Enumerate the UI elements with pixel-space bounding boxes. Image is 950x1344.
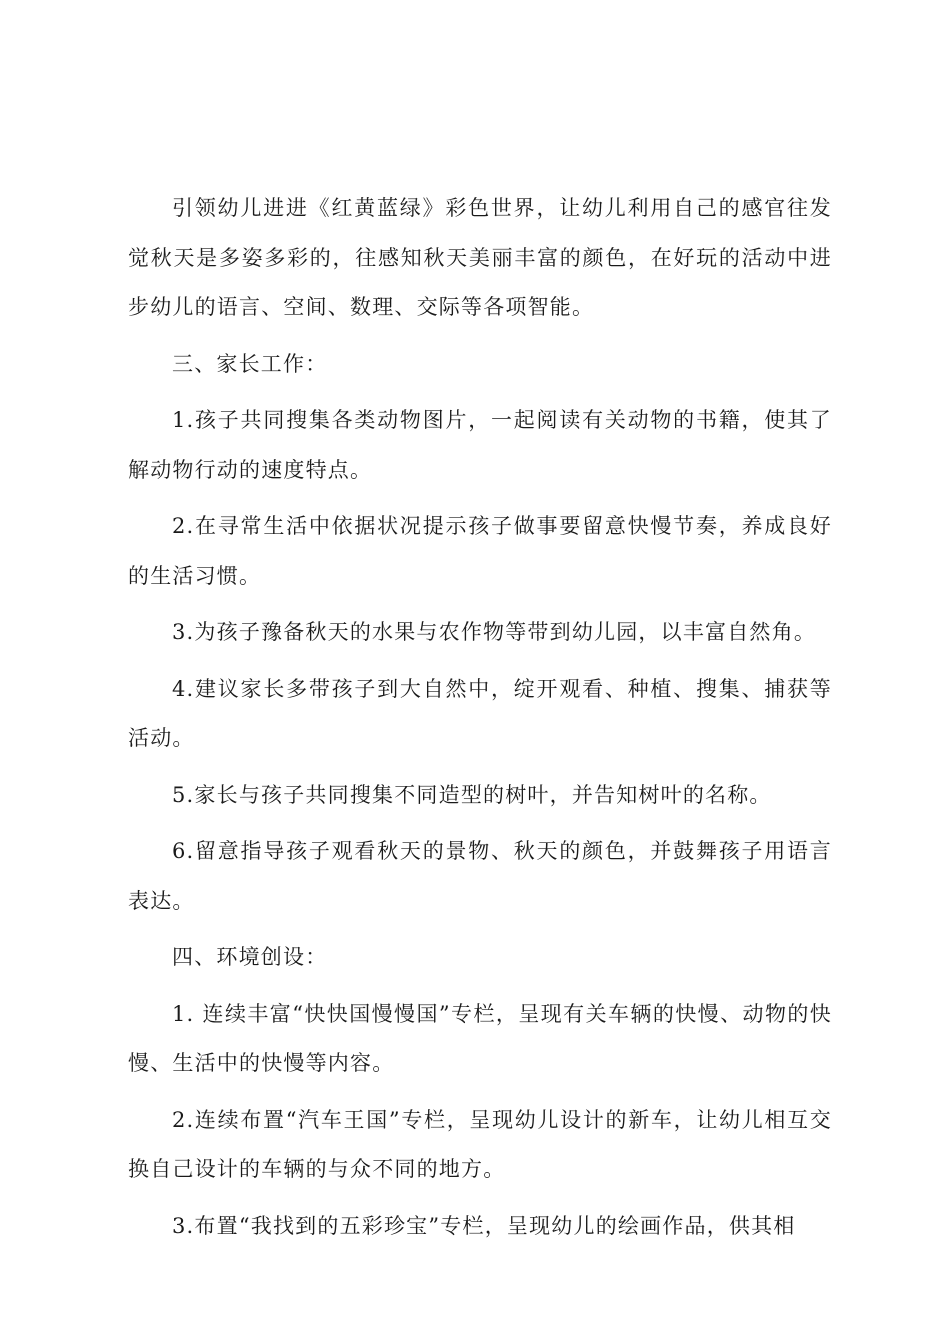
section4-heading: 四、环境创设：	[172, 945, 328, 969]
section3-item-2: 2.在寻常生活中依据状况提示孩子做事要留意快慢节奏，养成良好的生活习惯。	[128, 514, 832, 588]
section4-item-2: 2.连续布置“汽车王国”专栏，呈现幼儿设计的新车，让幼儿相互交换自己设计的车辆的与众不同的地方。	[128, 1107, 832, 1181]
section3-item-1: 1.孩子共同搜集各类动物图片，一起阅读有关动物的书籍，使其了解动物行动的速度特点。	[128, 408, 832, 482]
document-page	[128, 184, 832, 1258]
section3-item-5: 5.家长与孩子共同搜集不同造型的树叶，并告知树叶的名称。	[172, 782, 772, 807]
section3-item-4: 4.建议家长多带孩子到大自然中，绽开观看、种植、搜集、捕获等活动。	[128, 676, 832, 750]
section4-item-1: 1. 连续丰富“快快国慢慢国”专栏，呈现有关车辆的快慢、动物的快慢、生活中的快慢等内容。	[128, 1001, 832, 1075]
section4-item-3: 3.布置“我找到的五彩珍宝”专栏，呈现幼儿的绘画作品，供其相	[172, 1213, 796, 1238]
section3-item-6: 6.留意指导孩子观看秋天的景物、秋天的颜色，并鼓舞孩子用语言表达。	[128, 839, 832, 913]
section3-heading: 三、家长工作：	[172, 351, 328, 376]
section3-item-3: 3.为孩子豫备秋天的水果与农作物等带到幼儿园，以丰富自然角。	[172, 620, 817, 644]
intro-paragraph: 引领幼儿进进《红黄蓝绿》彩色世界，让幼儿利用自己的感官往发觉秋天是多姿多彩的，往感知秋天美丽丰富的颜色，在好玩的活动中进步幼儿的语言、空间、数理、交际等各项智能。	[128, 196, 832, 319]
